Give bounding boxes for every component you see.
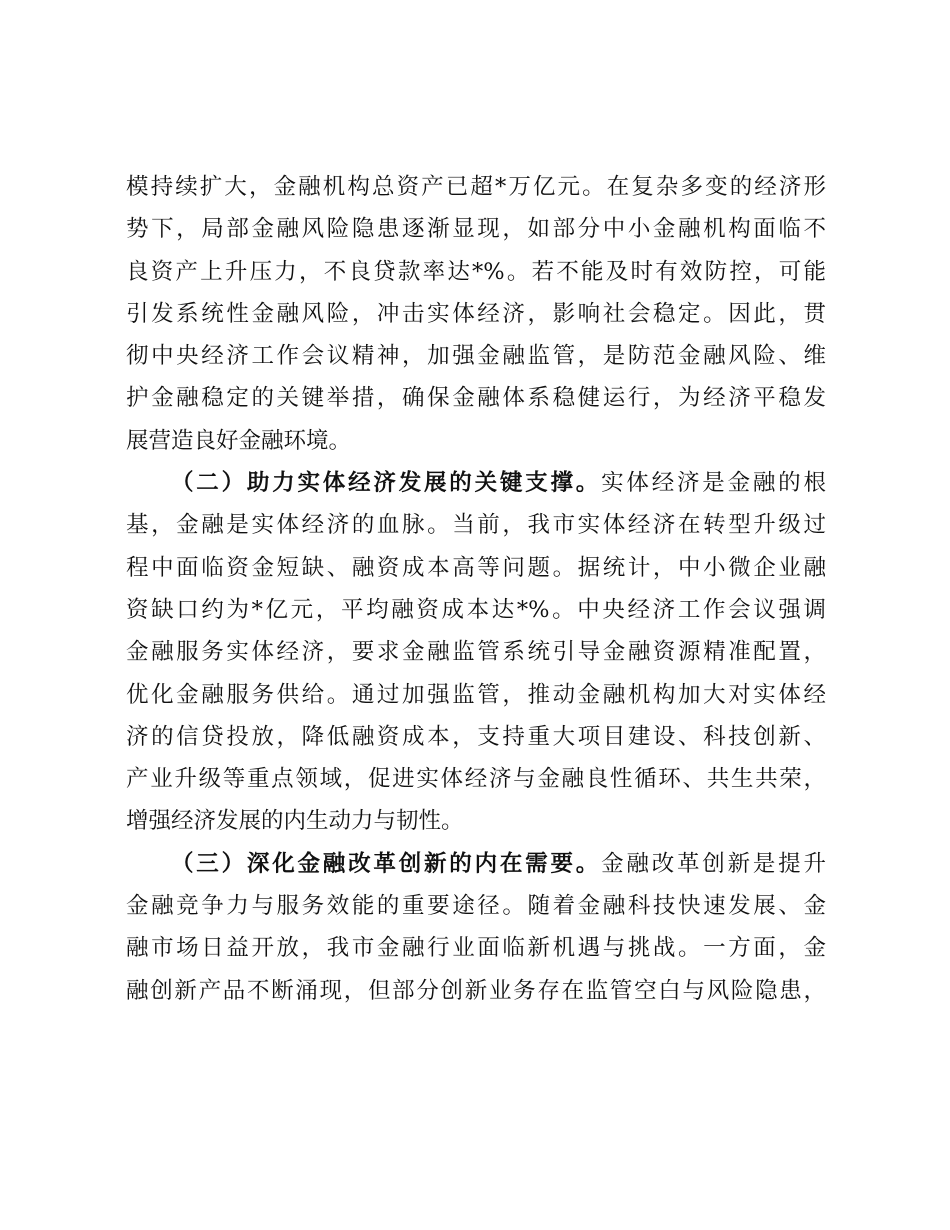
heading-continuation: 实体经济是金融的根	[601, 470, 826, 497]
text-line: 势下，局部金融风险隐患逐渐显现，如部分中小金融机构面临不	[126, 216, 826, 243]
text-line	[126, 843, 826, 885]
text-line: 良资产上升压力，不良贷款率达*%。若不能及时有效防控，可能	[126, 258, 826, 285]
heading-continuation: 金融改革创新是提升	[601, 850, 826, 877]
section-heading: （三）深化金融改革创新的内在需要。	[171, 850, 602, 877]
paragraph-2	[126, 462, 826, 843]
text-line: 优化金融服务供给。通过加强监管，推动金融机构加大对实体经	[126, 681, 826, 708]
text-line: 彻中央经济工作会议精神，加强金融监管，是防范金融风险、维	[126, 343, 826, 370]
text-line: 金融竞争力与服务效能的重要途径。随着金融科技快速发展、金	[126, 893, 826, 920]
text-line: 产业升级等重点领域，促进实体经济与金融良性循环、共生共荣，	[126, 766, 826, 793]
text-line: 增强经济发展的内生动力与韧性。	[126, 808, 464, 835]
text-line: 展营造良好金融环境。	[126, 427, 352, 454]
text-line: 模持续扩大，金融机构总资产已超*万亿元。在复杂多变的经济形	[126, 174, 826, 200]
text-line	[126, 462, 826, 504]
text-line: 程中面临资金短缺、融资成本高等问题。据统计，中小微企业融	[126, 554, 826, 581]
paragraph-3	[126, 843, 826, 1012]
text-line: 护金融稳定的关键举措，确保金融体系稳健运行，为经济平稳发	[126, 385, 826, 412]
text-line: 融创新产品不断涌现，但部分创新业务存在监管空白与风险隐患，	[126, 977, 826, 1004]
paragraph-1	[126, 166, 826, 462]
document-body	[126, 166, 826, 1012]
text-line: 融市场日益开放，我市金融行业面临新机遇与挑战。一方面，金	[126, 935, 826, 962]
text-line: 金融服务实体经济，要求金融监管系统引导金融资源精准配置，	[126, 639, 826, 666]
text-line: 引发系统性金融风险，冲击实体经济，影响社会稳定。因此，贯	[126, 300, 826, 327]
text-line: 资缺口约为*亿元，平均融资成本达*%。中央经济工作会议强调	[126, 596, 826, 623]
section-heading: （二）助力实体经济发展的关键支撑。	[171, 470, 602, 497]
text-line: 济的信贷投放，降低融资成本，支持重大项目建设、科技创新、	[126, 723, 826, 750]
text-line: 基，金融是实体经济的血脉。当前，我市实体经济在转型升级过	[126, 512, 826, 539]
